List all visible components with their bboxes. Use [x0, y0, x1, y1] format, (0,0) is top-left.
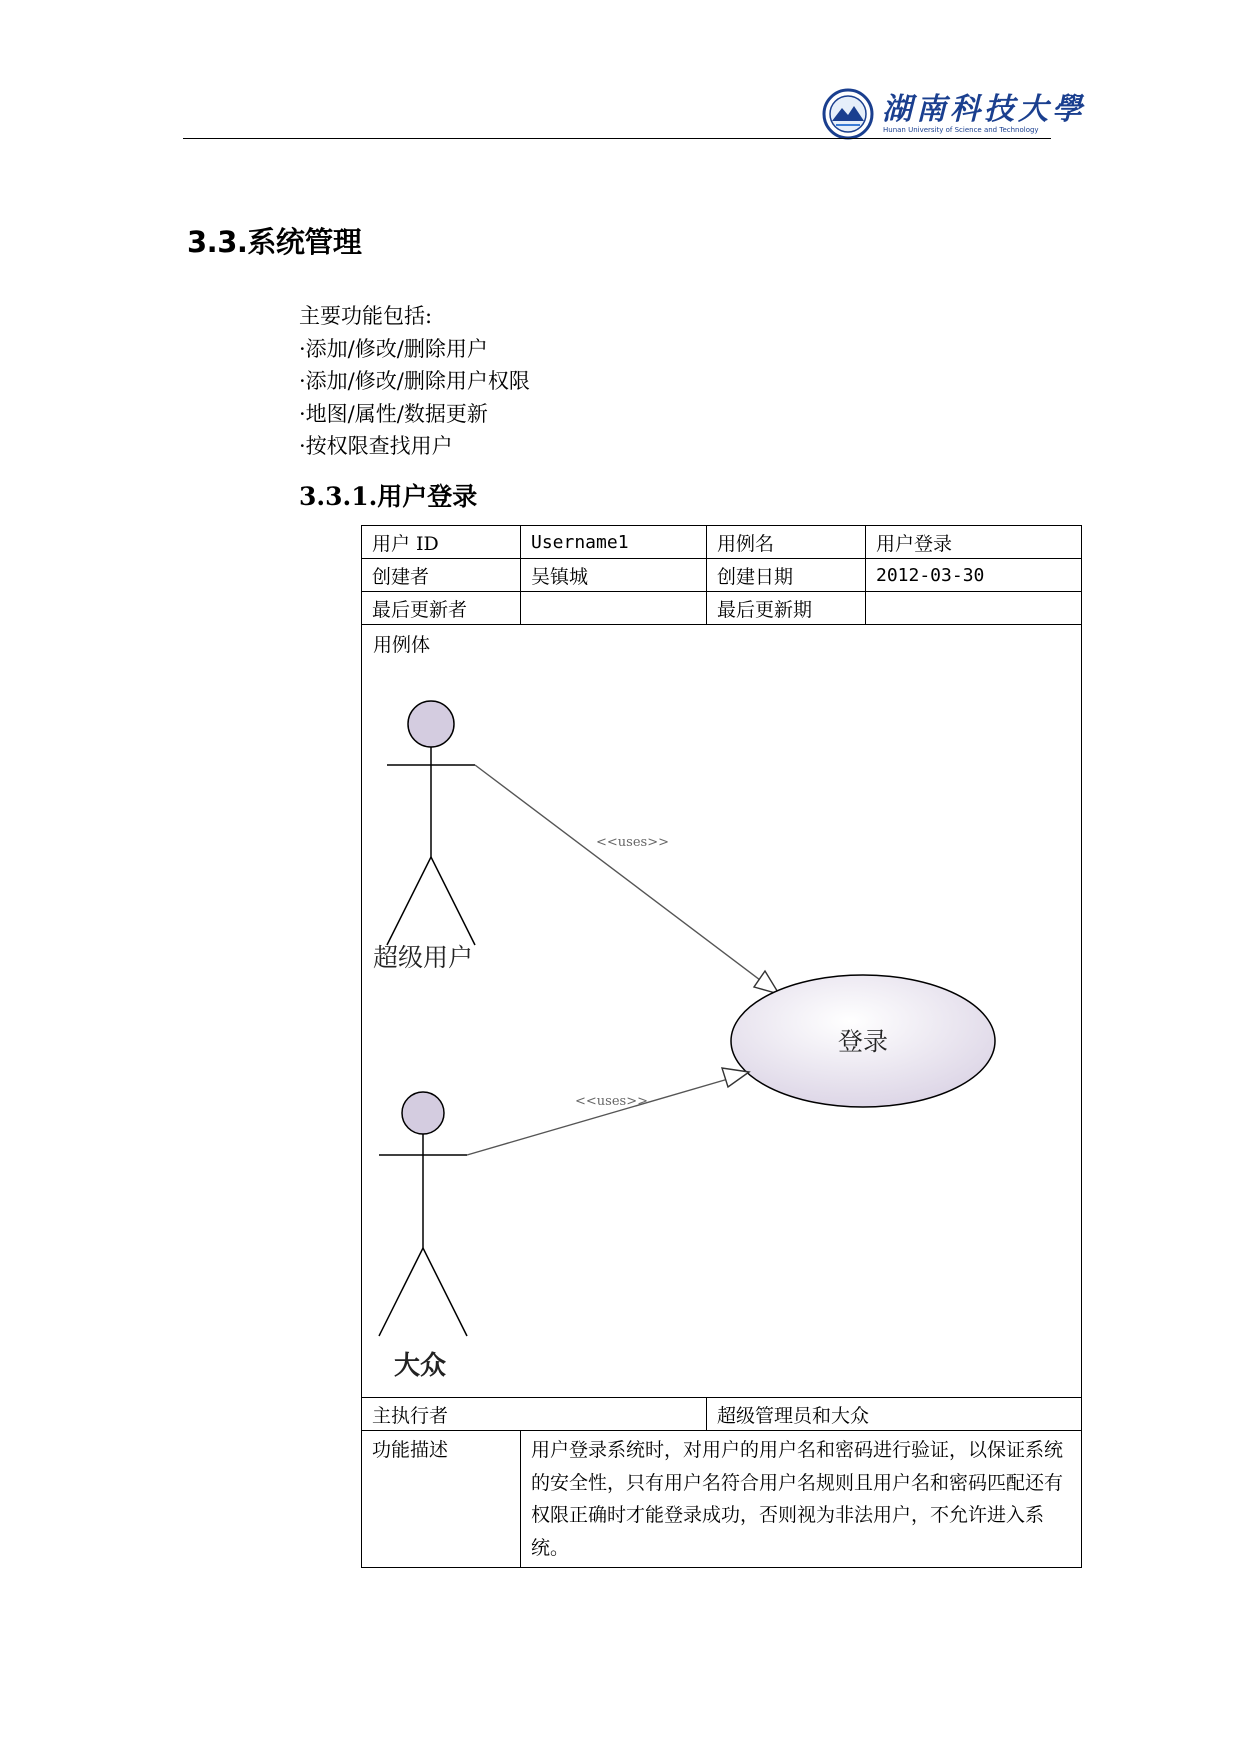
feature-list-lead: 主要功能包括: [299, 304, 433, 328]
created-date-value: 2012-03-30 [866, 559, 1082, 592]
table-row [362, 1398, 1082, 1431]
usecase-table [361, 525, 1082, 1568]
last-updater-value [521, 592, 707, 625]
feature-item: ·添加/修改/删除用户 [299, 336, 488, 361]
uses-label-2: <<uses>> [575, 1094, 648, 1109]
table-row [362, 1431, 1082, 1568]
uses-association-1 [475, 765, 779, 994]
description-value: 用户登录系统时，对用户的用户名和密码进行验证，以保证系统的安全性，只有用户名符合用户名规则且用户名和密码匹配还有权限正确时才能登录成功，否则视为非法用户，不允许进入系统。 [521, 1431, 1082, 1568]
table-row [362, 625, 1082, 1398]
actor-public-label: 大众 [394, 1351, 447, 1381]
usecase-body-cell [362, 625, 1082, 1398]
actor-super-user-label: 超级用户 [373, 943, 474, 972]
section-title: 3.3.系统管理 [187, 225, 362, 259]
table-row [362, 526, 1082, 559]
actor-super-user-figure [387, 701, 475, 945]
usecase-name-label: 用例名 [707, 526, 866, 559]
university-emblem-icon [822, 88, 874, 140]
creator-value: 吴镇城 [521, 559, 707, 592]
last-update-label: 最后更新期 [707, 592, 866, 625]
university-name: 湖南科技大學 [882, 92, 1086, 127]
description-label: 功能描述 [362, 1431, 521, 1568]
table-row [362, 592, 1082, 625]
table-row [362, 559, 1082, 592]
created-date-label: 创建日期 [707, 559, 866, 592]
creator-label: 创建者 [362, 559, 521, 592]
university-english-name: Hunan University of Science and Technology [883, 126, 1039, 134]
subsection-title: 3.3.1.用户登录 [299, 482, 478, 511]
last-update-value [866, 592, 1082, 625]
feature-item: ·添加/修改/删除用户权限 [299, 369, 530, 393]
university-logo [822, 84, 1086, 140]
user-id-value: Username1 [521, 526, 707, 559]
primary-actor-value: 超级管理员和大众 [707, 1398, 1082, 1431]
uses-association-2 [467, 1068, 749, 1155]
header-divider [183, 138, 1051, 139]
usecase-body-label: 用例体 [373, 634, 431, 656]
user-id-label: 用户 ID [362, 526, 521, 559]
usecase-name-value: 用户登录 [866, 526, 1082, 559]
feature-item: ·地图/属性/数据更新 [299, 401, 488, 426]
usecase-diagram [362, 625, 1082, 1397]
feature-item: ·按权限查找用户 [299, 434, 453, 458]
primary-actor-label: 主执行者 [362, 1398, 707, 1431]
uses-label-1: <<uses>> [596, 835, 669, 850]
actor-public-figure [379, 1092, 467, 1336]
usecase-login-label: 登录 [837, 1027, 889, 1056]
feature-list [299, 300, 530, 463]
last-updater-label: 最后更新者 [362, 592, 521, 625]
